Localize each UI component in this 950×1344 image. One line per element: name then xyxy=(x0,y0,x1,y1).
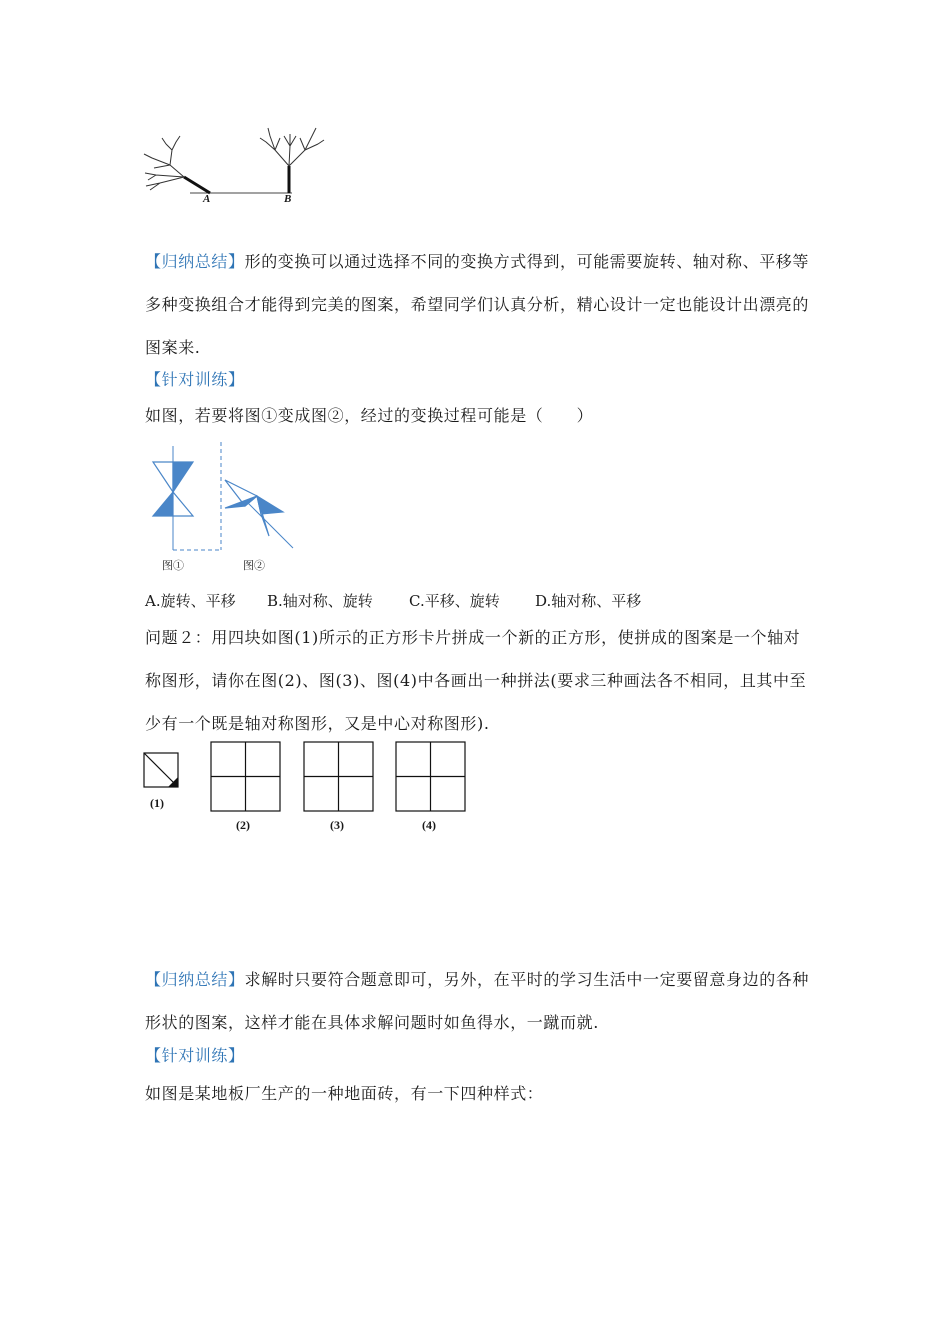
bowtie-1-bottom-right xyxy=(173,492,193,516)
training-tag-2 xyxy=(145,1034,810,1077)
training-tag-text-1: 【针对训练】 xyxy=(145,370,245,389)
caption-1: (1) xyxy=(150,796,164,810)
options-row xyxy=(145,590,641,612)
summary-paragraph-1 xyxy=(145,240,810,369)
summary-tag-1: 【归纳总结】 xyxy=(145,252,245,271)
trunk-a xyxy=(184,177,210,193)
training-question-2: 如图是某地板厂生产的一种地面砖，有一下四种样式： xyxy=(145,1084,544,1103)
training-question-1: 如图，若要将图①变成图②，经过的变换过程可能是（ ） xyxy=(145,406,594,425)
summary-text-2: 求解时只要符合题意即可，另外，在平时的学习生活中一定要留意身边的各种形状的图案，这样才能在具体求解问题时如鱼得水，一蹴而就. xyxy=(145,970,810,1032)
fig1-caption: 图① xyxy=(162,559,184,572)
grid-3 xyxy=(304,742,373,811)
square-card-1 xyxy=(144,753,178,787)
option-a[interactable]: A.旋转、平移 xyxy=(145,592,236,610)
option-b[interactable]: B.轴对称、旋转 xyxy=(267,592,373,610)
problem-2-text: 问题２：用四块如图(1)所示的正方形卡片拼成一个新的正方形，使拼成的图案是一个轴对称图形，请你在图(2)、图(3)、图(4)中各画出一种拼法(要求三种画法各不相同，且其中至少有一个既是轴对称图形，又是中心对称图形). xyxy=(145,628,807,733)
tree-figure xyxy=(140,120,340,210)
option-c[interactable]: C.平移、旋转 xyxy=(409,592,500,610)
branches-a xyxy=(144,136,184,190)
summary-text-1: 形的变换可以通过选择不同的变换方式得到，可能需要旋转、轴对称、平移等多种变换组合才能得到完美的图案，希望同学们认真分析，精心设计一定也能设计出漂亮的图案来. xyxy=(145,252,810,357)
label-b: B xyxy=(284,193,292,205)
squares-figure xyxy=(140,740,480,815)
summary-tag-2: 【归纳总结】 xyxy=(145,970,245,989)
bowtie-1-bottom-left xyxy=(153,492,173,516)
caption-2: (2) xyxy=(236,818,250,832)
label-a: A xyxy=(203,193,211,205)
bowtie-1-top-left xyxy=(153,462,173,492)
bowtie-1-top-right xyxy=(173,462,193,492)
grid-2 xyxy=(211,742,280,811)
option-d[interactable]: D.轴对称、平移 xyxy=(535,592,642,610)
fig2-caption: 图② xyxy=(243,559,265,572)
branches-b xyxy=(260,128,324,166)
summary-paragraph-2 xyxy=(145,958,810,1044)
grid-4 xyxy=(396,742,465,811)
training-tag-text-2: 【针对训练】 xyxy=(145,1046,245,1065)
caption-4: (4) xyxy=(422,818,436,832)
caption-3: (3) xyxy=(330,818,344,832)
